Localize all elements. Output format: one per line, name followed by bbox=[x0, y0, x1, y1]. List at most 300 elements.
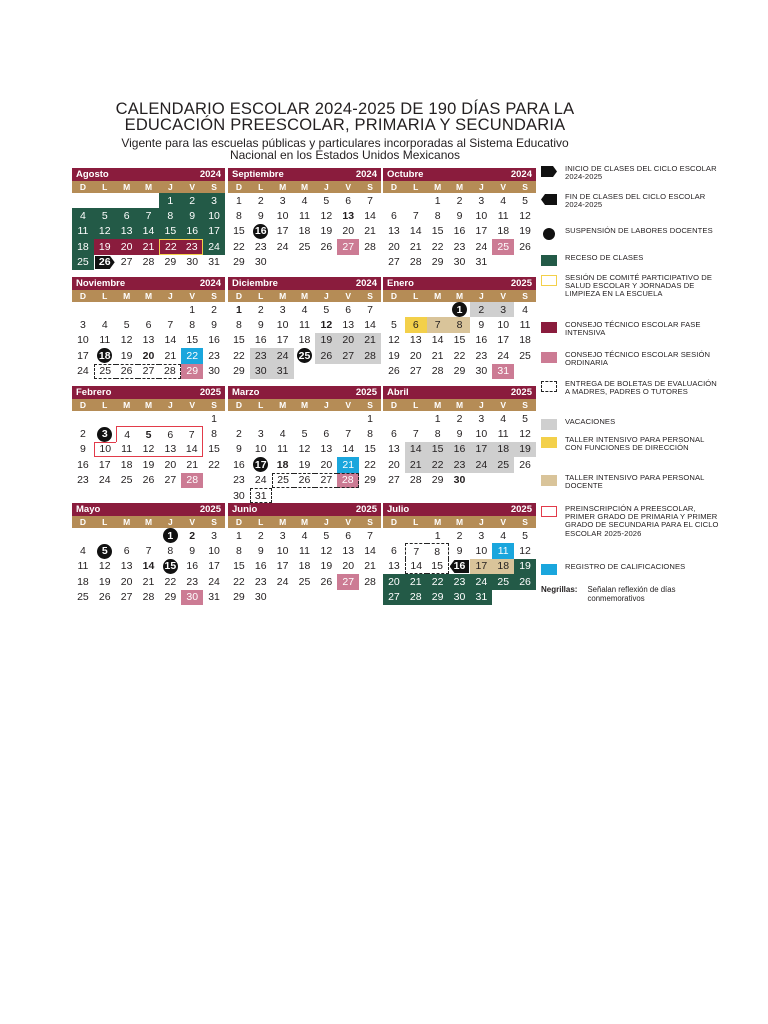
day-cell: 13 bbox=[409, 334, 422, 347]
day-cell: 15 bbox=[431, 225, 444, 238]
day-cell: 21 bbox=[405, 574, 427, 589]
day-cell: 18 bbox=[519, 334, 531, 347]
day-cell: 10 bbox=[276, 210, 289, 223]
weekday-label: S bbox=[522, 291, 528, 301]
weekday-label: D bbox=[390, 291, 397, 301]
empty-cell bbox=[181, 411, 203, 426]
day-cell: 18 bbox=[276, 458, 289, 471]
legend-item-ini bbox=[541, 165, 721, 181]
month-year: 2025 bbox=[510, 387, 532, 398]
month-octubre bbox=[383, 168, 536, 270]
day-cell: 2 bbox=[257, 303, 264, 316]
weekday-label: D bbox=[79, 182, 86, 192]
day-cell: 24 bbox=[208, 575, 220, 588]
day-cell: 25 bbox=[294, 348, 316, 363]
day-cell: 15 bbox=[427, 442, 449, 457]
month-header bbox=[72, 277, 225, 290]
day-cell: 11 bbox=[492, 543, 514, 558]
weekday-label: D bbox=[390, 182, 397, 192]
day-cell: 28 bbox=[409, 256, 422, 269]
day-cell: 14 bbox=[405, 559, 427, 574]
day-cell: 23 bbox=[77, 474, 89, 487]
negrillas-text: Señalan reflexión de días conmemorativos bbox=[587, 585, 676, 603]
weekday-header bbox=[228, 181, 381, 193]
day-cell: 8 bbox=[167, 545, 174, 558]
day-cell: 1 bbox=[159, 193, 181, 208]
day-cell: 31 bbox=[470, 590, 492, 605]
weekday-label: S bbox=[367, 517, 373, 527]
day-cell: 19 bbox=[142, 458, 155, 471]
day-cell: 22 bbox=[233, 349, 245, 362]
day-cell: 21 bbox=[142, 575, 155, 588]
empty-cell bbox=[138, 528, 160, 543]
day-cell: 23 bbox=[233, 474, 245, 487]
day-cell: 7 bbox=[405, 543, 427, 558]
day-cell: 15 bbox=[159, 559, 181, 574]
day-cell: 13 bbox=[342, 210, 355, 223]
day-cell: 27 bbox=[388, 256, 400, 269]
day-cell: 18 bbox=[492, 559, 514, 574]
legend-item-cti bbox=[541, 321, 721, 337]
day-cell: 6 bbox=[345, 194, 352, 207]
day-cell: 21 bbox=[164, 349, 177, 362]
day-cell: 10 bbox=[77, 334, 89, 347]
day-cell: 11 bbox=[299, 319, 310, 332]
weekday-label: M bbox=[434, 400, 442, 410]
day-cell: 18 bbox=[298, 560, 311, 573]
day-cell: 7 bbox=[145, 545, 152, 558]
weekday-label: M bbox=[455, 400, 464, 410]
day-cell: 22 bbox=[453, 349, 466, 362]
day-cell: 26 bbox=[320, 575, 333, 588]
day-cell: 1 bbox=[211, 412, 217, 425]
day-grid bbox=[72, 193, 225, 270]
month-diciembre bbox=[228, 277, 381, 379]
empty-cell bbox=[94, 528, 116, 543]
weekday-header bbox=[383, 516, 536, 528]
day-cell: 19 bbox=[514, 442, 536, 457]
day-cell: 26 bbox=[116, 364, 138, 379]
weekday-label: M bbox=[455, 291, 464, 301]
month-name: Septiembre bbox=[232, 169, 284, 180]
day-cell: 12 bbox=[298, 443, 311, 456]
day-cell: 11 bbox=[116, 442, 138, 457]
weekday-label: J bbox=[323, 291, 329, 301]
day-cell: 23 bbox=[453, 240, 466, 253]
day-cell: 16 bbox=[77, 458, 89, 471]
day-cell: 24 bbox=[276, 240, 289, 253]
day-cell: 19 bbox=[94, 239, 116, 254]
month-year: 2025 bbox=[510, 504, 532, 515]
legend-item-reg bbox=[541, 563, 721, 575]
day-cell: 23 bbox=[254, 240, 267, 253]
day-cell: 11 bbox=[519, 319, 531, 332]
day-cell: 6 bbox=[391, 210, 397, 223]
day-cell: 16 bbox=[181, 224, 203, 239]
day-cell: 3 bbox=[478, 529, 485, 542]
day-cell: 4 bbox=[522, 303, 528, 316]
day-cell: 19 bbox=[320, 225, 333, 238]
day-cell: 4 bbox=[500, 529, 507, 542]
day-cell: 12 bbox=[98, 560, 111, 573]
day-cell: 13 bbox=[159, 442, 181, 457]
day-cell: 14 bbox=[142, 560, 155, 573]
day-cell: 31 bbox=[492, 364, 514, 379]
preinscripcion-swatch bbox=[541, 506, 557, 517]
day-cell: 6 bbox=[345, 529, 352, 542]
day-cell: 15 bbox=[208, 443, 220, 456]
boletas-swatch bbox=[541, 381, 557, 392]
month-year: 2025 bbox=[199, 504, 221, 515]
month-name: Junio bbox=[232, 504, 258, 515]
day-cell: 7 bbox=[138, 208, 160, 223]
day-cell: 28 bbox=[337, 473, 359, 488]
weekday-label: L bbox=[413, 400, 419, 410]
weekday-label: S bbox=[211, 291, 217, 301]
day-cell: 5 bbox=[522, 529, 528, 542]
day-cell: 1 bbox=[434, 412, 441, 425]
weekday-label: M bbox=[300, 291, 309, 301]
day-cell: 4 bbox=[72, 208, 94, 223]
day-cell: 2 bbox=[80, 428, 86, 441]
month-marzo bbox=[228, 386, 381, 503]
day-cell: 9 bbox=[181, 208, 203, 223]
day-cell: 24 bbox=[276, 575, 289, 588]
day-cell: 6 bbox=[159, 426, 181, 441]
day-cell: 22 bbox=[181, 348, 203, 363]
weekday-label: J bbox=[323, 400, 329, 410]
legend-text: REGISTRO DE CALIFICACIONES bbox=[565, 562, 686, 571]
day-cell: 27 bbox=[383, 590, 405, 605]
day-cell: 17 bbox=[470, 442, 492, 457]
day-cell: 13 bbox=[388, 225, 400, 238]
legend-item-sus bbox=[541, 227, 721, 240]
day-cell: 17 bbox=[203, 224, 225, 239]
day-cell: 11 bbox=[277, 443, 289, 456]
day-cell: 25 bbox=[492, 239, 514, 254]
weekday-label: D bbox=[390, 517, 397, 527]
day-cell: 29 bbox=[453, 365, 466, 378]
weekday-label: J bbox=[323, 517, 329, 527]
day-cell: 30 bbox=[254, 256, 267, 269]
day-cell: 27 bbox=[120, 256, 133, 269]
day-cell: 19 bbox=[388, 349, 400, 362]
day-cell: 22 bbox=[233, 240, 245, 253]
weekday-header bbox=[72, 290, 225, 302]
day-cell: 2 bbox=[211, 303, 217, 316]
day-cell: 9 bbox=[189, 545, 196, 558]
day-cell: 6 bbox=[391, 545, 397, 558]
day-cell: 12 bbox=[320, 319, 333, 332]
day-cell: 19 bbox=[315, 333, 337, 348]
day-cell: 11 bbox=[497, 210, 509, 223]
weekday-label: M bbox=[144, 182, 153, 192]
day-cell: 25 bbox=[272, 473, 294, 488]
weekday-label: M bbox=[123, 400, 131, 410]
day-cell: 20 bbox=[142, 349, 155, 362]
day-cell: 4 bbox=[301, 194, 308, 207]
day-cell: 10 bbox=[203, 208, 225, 223]
empty-cell bbox=[116, 411, 138, 426]
day-cell: 21 bbox=[138, 239, 160, 254]
weekday-label: L bbox=[258, 517, 264, 527]
empty-cell bbox=[116, 302, 138, 317]
empty-cell bbox=[405, 302, 427, 317]
day-cell: 12 bbox=[138, 442, 160, 457]
day-cell: 13 bbox=[120, 560, 133, 573]
day-cell: 31 bbox=[475, 256, 488, 269]
day-cell: 9 bbox=[257, 545, 264, 558]
weekday-label: J bbox=[167, 182, 173, 192]
day-grid bbox=[72, 411, 225, 488]
day-cell: 19 bbox=[298, 458, 311, 471]
weekday-label: L bbox=[258, 291, 264, 301]
day-cell: 20 bbox=[337, 333, 359, 348]
day-cell: 2 bbox=[470, 302, 492, 317]
day-cell: 25 bbox=[72, 255, 94, 270]
weekday-label: M bbox=[455, 517, 464, 527]
day-cell: 8 bbox=[211, 428, 217, 441]
day-cell: 19 bbox=[519, 225, 531, 238]
weekday-label: V bbox=[500, 291, 507, 301]
legend-item-com bbox=[541, 274, 721, 299]
weekday-label: V bbox=[500, 517, 507, 527]
weekday-label: S bbox=[211, 517, 217, 527]
day-cell: 18 bbox=[497, 225, 510, 238]
day-cell: 12 bbox=[388, 334, 400, 347]
weekday-header bbox=[228, 516, 381, 528]
day-cell: 12 bbox=[120, 334, 133, 347]
day-cell: 24 bbox=[470, 457, 492, 472]
day-cell: 5 bbox=[323, 194, 330, 207]
day-cell: 3 bbox=[211, 529, 217, 542]
day-cell: 15 bbox=[233, 225, 245, 238]
weekday-label: M bbox=[300, 182, 309, 192]
day-cell: 29 bbox=[364, 474, 376, 487]
day-cell: 3 bbox=[492, 302, 514, 317]
day-cell: 16 bbox=[208, 334, 220, 347]
day-cell: 2 bbox=[257, 529, 264, 542]
day-cell: 30 bbox=[475, 365, 488, 378]
legend-text: CONSEJO TÉCNICO ESCOLAR SESIÓN ORDINARIA bbox=[565, 350, 711, 368]
day-cell: 10 bbox=[475, 210, 488, 223]
day-cell: 16 bbox=[254, 560, 267, 573]
day-cell: 7 bbox=[367, 529, 373, 542]
day-cell: 28 bbox=[159, 364, 181, 379]
weekday-label: J bbox=[323, 182, 329, 192]
day-cell: 1 bbox=[434, 529, 441, 542]
day-cell: 28 bbox=[142, 591, 155, 604]
day-cell: 1 bbox=[159, 528, 181, 543]
weekday-label: M bbox=[434, 517, 442, 527]
month-name: Julio bbox=[387, 504, 410, 515]
weekday-label: D bbox=[235, 291, 242, 301]
weekday-label: M bbox=[123, 517, 131, 527]
day-grid bbox=[383, 193, 536, 270]
day-cell: 5 bbox=[123, 319, 130, 332]
day-cell: 16 bbox=[449, 559, 471, 574]
empty-cell bbox=[138, 411, 160, 426]
day-cell: 25 bbox=[77, 591, 89, 604]
day-cell: 4 bbox=[116, 426, 138, 441]
day-cell: 10 bbox=[276, 545, 289, 558]
day-cell: 14 bbox=[405, 442, 427, 457]
page-subtitle: Vigente para las escuelas públicas y particulares incorporadas al Sistema Educativo Nacional en los Estados Unidos Mexicanos bbox=[121, 136, 569, 162]
day-cell: 25 bbox=[298, 575, 311, 588]
day-cell: 1 bbox=[236, 194, 242, 207]
weekday-label: D bbox=[79, 517, 86, 527]
day-cell: 11 bbox=[497, 428, 509, 441]
day-cell: 5 bbox=[94, 543, 116, 558]
negrillas-note bbox=[541, 585, 731, 603]
day-cell: 26 bbox=[519, 458, 531, 471]
day-cell: 17 bbox=[77, 349, 89, 362]
day-cell: 2 bbox=[456, 529, 463, 542]
legend-text: ENTREGA DE BOLETAS DE EVALUACIÓN A MADRES, PADRES O TUTORES bbox=[565, 379, 717, 397]
month-header bbox=[228, 277, 381, 290]
day-cell: 3 bbox=[478, 412, 485, 425]
day-cell: 1 bbox=[434, 194, 441, 207]
day-cell: 3 bbox=[257, 428, 264, 441]
empty-cell bbox=[116, 528, 138, 543]
day-cell: 9 bbox=[456, 210, 463, 223]
day-cell: 9 bbox=[478, 319, 485, 332]
day-cell: 27 bbox=[388, 474, 400, 487]
day-cell: 13 bbox=[116, 224, 138, 239]
empty-cell bbox=[405, 193, 427, 208]
weekday-label: V bbox=[189, 291, 196, 301]
day-cell: 3 bbox=[279, 194, 286, 207]
day-cell: 13 bbox=[320, 443, 333, 456]
day-cell: 6 bbox=[123, 545, 130, 558]
comite-swatch bbox=[541, 275, 557, 286]
day-cell: 30 bbox=[453, 256, 466, 269]
day-cell: 1 bbox=[367, 412, 373, 425]
day-cell: 17 bbox=[497, 334, 510, 347]
day-cell: 7 bbox=[367, 303, 373, 316]
month-year: 2024 bbox=[510, 169, 532, 180]
day-cell: 27 bbox=[337, 574, 359, 589]
day-cell: 8 bbox=[367, 428, 373, 441]
empty-cell bbox=[94, 411, 116, 426]
weekday-label: V bbox=[189, 517, 196, 527]
empty-cell bbox=[72, 193, 94, 208]
day-cell: 10 bbox=[276, 319, 289, 332]
day-cell: 10 bbox=[475, 545, 488, 558]
day-cell: 17 bbox=[208, 560, 220, 573]
month-header bbox=[72, 503, 225, 516]
day-cell: 12 bbox=[519, 545, 531, 558]
day-cell: 12 bbox=[320, 545, 333, 558]
inicio-icon bbox=[541, 166, 557, 177]
weekday-label: S bbox=[211, 182, 217, 192]
empty-cell bbox=[315, 411, 337, 426]
day-cell: 17 bbox=[250, 457, 272, 472]
day-cell: 10 bbox=[254, 443, 267, 456]
day-cell: 12 bbox=[94, 224, 116, 239]
empty-cell bbox=[383, 193, 405, 208]
day-cell: 21 bbox=[359, 333, 381, 348]
weekday-header bbox=[383, 399, 536, 411]
day-cell: 19 bbox=[120, 349, 133, 362]
day-cell: 25 bbox=[120, 474, 133, 487]
weekday-label: D bbox=[390, 400, 397, 410]
legend-item-pre bbox=[541, 505, 721, 538]
day-cell: 2 bbox=[257, 194, 264, 207]
weekday-label: J bbox=[167, 400, 173, 410]
negrillas-label: Negrillas: bbox=[541, 585, 578, 594]
day-cell: 2 bbox=[456, 412, 463, 425]
day-cell: 19 bbox=[320, 560, 333, 573]
weekday-label: L bbox=[413, 182, 419, 192]
day-cell: 24 bbox=[272, 348, 294, 363]
fin-icon bbox=[541, 194, 557, 205]
month-header bbox=[228, 386, 381, 399]
weekday-header bbox=[228, 399, 381, 411]
legend-text: SESIÓN DE COMITÉ PARTICIPATIVO DE SALUD ESCOLAR Y JORNADAS DE LIMPIEZA EN LA ESCUELA bbox=[565, 273, 713, 299]
weekday-header bbox=[72, 516, 225, 528]
day-cell: 24 bbox=[77, 365, 89, 378]
weekday-label: S bbox=[367, 400, 373, 410]
month-year: 2025 bbox=[355, 504, 377, 515]
day-cell: 18 bbox=[298, 225, 311, 238]
day-cell: 31 bbox=[272, 364, 294, 379]
weekday-label: V bbox=[345, 291, 352, 301]
day-cell: 15 bbox=[186, 334, 199, 347]
day-cell: 4 bbox=[279, 428, 286, 441]
empty-cell bbox=[383, 528, 405, 543]
day-cell: 5 bbox=[522, 412, 528, 425]
empty-cell bbox=[138, 302, 160, 317]
weekday-label: M bbox=[144, 517, 153, 527]
suspension-icon bbox=[543, 228, 555, 240]
month-mayo bbox=[72, 503, 225, 605]
day-cell: 9 bbox=[456, 545, 463, 558]
day-cell: 23 bbox=[449, 457, 471, 472]
day-cell: 26 bbox=[294, 473, 316, 488]
legend-item-vac bbox=[541, 418, 721, 430]
vacaciones-swatch bbox=[541, 419, 557, 430]
taller-docente-swatch bbox=[541, 475, 557, 486]
day-cell: 7 bbox=[181, 426, 203, 441]
day-cell: 9 bbox=[456, 428, 463, 441]
month-year: 2024 bbox=[355, 169, 377, 180]
day-cell: 24 bbox=[203, 239, 225, 254]
day-cell: 30 bbox=[181, 590, 203, 605]
day-cell: 20 bbox=[342, 225, 355, 238]
month-name: Febrero bbox=[76, 387, 112, 398]
day-cell: 23 bbox=[475, 349, 488, 362]
month-noviembre bbox=[72, 277, 225, 379]
weekday-label: D bbox=[235, 182, 242, 192]
weekday-label: S bbox=[522, 182, 528, 192]
day-cell: 25 bbox=[519, 349, 531, 362]
day-cell: 8 bbox=[449, 317, 471, 332]
day-cell: 22 bbox=[427, 574, 449, 589]
month-header bbox=[383, 277, 536, 290]
day-cell: 6 bbox=[145, 319, 152, 332]
day-cell: 10 bbox=[497, 319, 510, 332]
day-cell: 30 bbox=[233, 489, 245, 502]
registro-swatch bbox=[541, 564, 557, 575]
weekday-label: V bbox=[345, 517, 352, 527]
weekday-label: L bbox=[102, 182, 108, 192]
weekday-label: J bbox=[478, 400, 484, 410]
day-cell: 31 bbox=[208, 256, 220, 269]
day-grid bbox=[72, 302, 225, 379]
weekday-label: L bbox=[258, 400, 264, 410]
day-cell: 3 bbox=[478, 194, 485, 207]
